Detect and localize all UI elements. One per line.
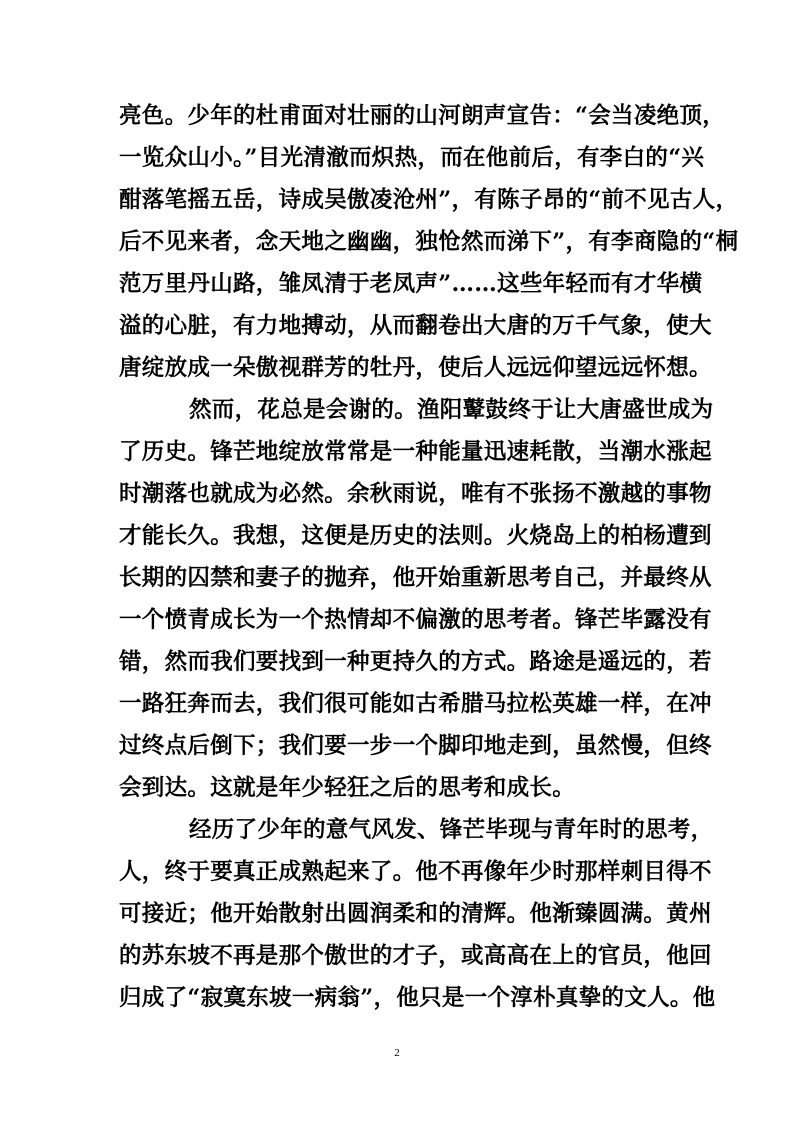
text-line: 可接近；他开始散射出圆润柔和的清辉。他渐臻圆满。黄州 [119,901,712,927]
text-line: 一览众山小。”目光清澈而炽热，而在他前后，有李白的“兴 [119,145,705,171]
text-line: 过终点后倒下；我们要一步一个脚印地走到，虽然慢，但终 [119,733,712,759]
text-line: 人，终于要真正成熟起来了。他不再像年少时那样刺目得不 [119,859,712,885]
paragraph-first-line: 然而，花总是会谢的。渔阳鼙鼓终于让大唐盛世成为 [189,397,714,423]
text-line: 溢的心脏，有力地搏动，从而翻卷出大唐的万千气象，使大 [119,313,712,339]
text-line: 一个愤青成长为一个热情却不偏激的思考者。锋芒毕露没有 [119,607,712,633]
text-line: 范万里丹山路，雏凤清于老凤声”……这些年轻而有才华横 [119,271,703,297]
text-line: 唐绽放成一朵傲视群芳的牡丹，使后人远远仰望远远怀想。 [119,355,712,381]
text-line: 时潮落也就成为必然。余秋雨说，唯有不张扬不激越的事物 [119,481,712,507]
page-number: 2 [394,1047,400,1059]
text-line: 的苏东坡不再是那个傲世的才子，或高高在上的官员，他回 [119,943,712,969]
text-line: 归成了“寂寞东坡一病翁”，他只是一个淳朴真挚的文人。他 [119,985,716,1011]
text-line: 才能长久。我想，这便是历史的法则。火烧岛上的柏杨遭到 [119,523,712,549]
text-line: 酣落笔摇五岳，诗成吴傲凌沧州”，有陈子昂的“前不见古人， [119,187,739,213]
paragraph-last-line: 会到达。这就是年少轻狂之后的思考和成长。 [119,775,576,801]
text-line: 一路狂奔而去，我们很可能如古希腊马拉松英雄一样，在冲 [119,691,712,717]
text-line: 亮色。少年的杜甫面对壮丽的山河朗声宣告：“会当凌绝顶， [119,103,726,129]
text-line: 长期的囚禁和妻子的抛弃，他开始重新思考自己，并最终从 [119,565,712,591]
text-line: 后不见来者，念天地之幽幽，独怆然而涕下”，有李商隐的“桐 [119,229,739,255]
text-line: 了历史。锋芒地绽放常常是一种能量迅速耗散，当潮水涨起 [119,439,712,465]
text-line: 错，然而我们要找到一种更持久的方式。路途是遥远的，若 [119,649,712,675]
paragraph-first-line: 经历了少年的意气风发、锋芒毕现与青年时的思考， [189,817,714,843]
